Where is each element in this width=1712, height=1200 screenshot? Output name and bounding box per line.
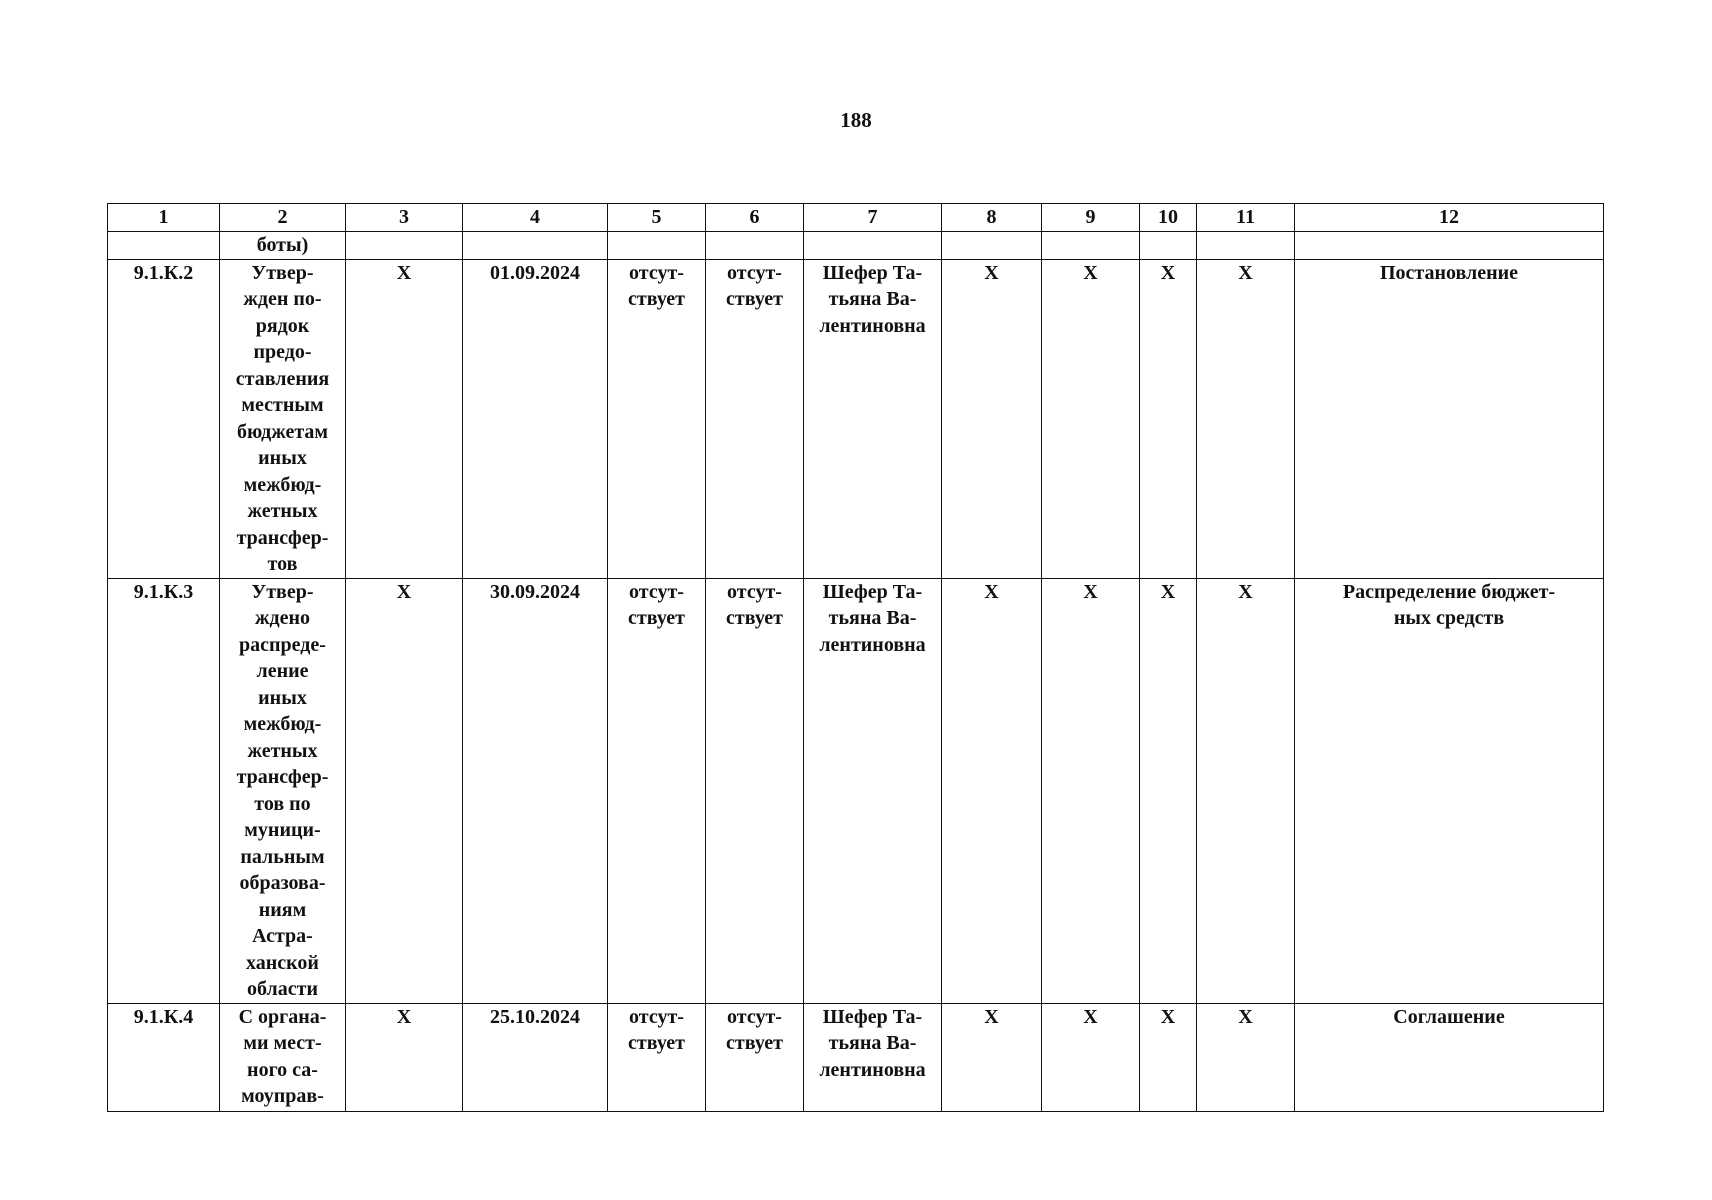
row-id: 9.1.К.2 bbox=[133, 261, 194, 284]
x-mark: X bbox=[1238, 580, 1253, 603]
column-header: 10 bbox=[1140, 204, 1197, 232]
table-cell bbox=[608, 1003, 706, 1111]
document-type: Постановление bbox=[1379, 261, 1519, 284]
x-mark: X bbox=[1238, 1005, 1253, 1028]
table-cell bbox=[608, 578, 706, 1003]
row-title: Утвер- жден по- рядок предо- ставления местным бюджетам иных межбюд- жетных трансфер- тов bbox=[235, 261, 330, 575]
table-cell bbox=[346, 578, 463, 1003]
row-id-cell bbox=[108, 1003, 220, 1111]
date-cell bbox=[463, 578, 608, 1003]
table-cell bbox=[706, 578, 804, 1003]
table-cell bbox=[942, 578, 1042, 1003]
table-cell bbox=[1197, 259, 1295, 578]
x-mark: X bbox=[396, 1005, 412, 1028]
table-row bbox=[108, 259, 1604, 578]
table-header-row bbox=[108, 204, 1604, 232]
table-row bbox=[108, 1003, 1604, 1111]
document-cell bbox=[1295, 578, 1604, 1003]
table-cell bbox=[608, 259, 706, 578]
document-type: Распределение бюджет- ных средств bbox=[1342, 580, 1556, 629]
table-cell bbox=[706, 259, 804, 578]
row-title-cell bbox=[220, 578, 346, 1003]
table-cell bbox=[1140, 259, 1197, 578]
x-mark: X bbox=[984, 1005, 999, 1028]
table-cell bbox=[1042, 578, 1140, 1003]
table-cell bbox=[942, 259, 1042, 578]
absent-text: отсут- ствует bbox=[628, 1005, 685, 1054]
absent-text: отсут- ствует bbox=[726, 261, 783, 310]
table-cell bbox=[706, 1003, 804, 1111]
x-mark: X bbox=[984, 580, 999, 603]
column-header: 1 bbox=[108, 204, 220, 232]
table-cell bbox=[1042, 259, 1140, 578]
row-date: 25.10.2024 bbox=[490, 1005, 580, 1028]
table-cell bbox=[1140, 578, 1197, 1003]
responsible-person: Шефер Та- тьяна Ва- лентиновна bbox=[819, 580, 926, 656]
x-mark: X bbox=[1083, 261, 1098, 284]
table-cell bbox=[1197, 232, 1295, 260]
responsible-cell bbox=[804, 1003, 942, 1111]
row-id-cell bbox=[108, 259, 220, 578]
row-date: 30.09.2024 bbox=[490, 580, 580, 603]
x-mark: X bbox=[1083, 1005, 1098, 1028]
column-header: 9 bbox=[1042, 204, 1140, 232]
table-cell bbox=[942, 232, 1042, 260]
absent-text: отсут- ствует bbox=[726, 1005, 783, 1054]
document-type: Соглашение bbox=[1393, 1005, 1505, 1028]
table-cell bbox=[608, 232, 706, 260]
table-cell bbox=[108, 232, 220, 260]
continuation-row bbox=[108, 232, 1604, 260]
absent-text: отсут- ствует bbox=[726, 580, 783, 629]
table-cell bbox=[706, 232, 804, 260]
row-id-cell bbox=[108, 578, 220, 1003]
column-header: 8 bbox=[942, 204, 1042, 232]
row-title: Утвер- ждено распреде- ление иных межбюд- жетных трансфер- тов по муници- пальным образова- ниям Астра- ханской области bbox=[236, 580, 329, 1000]
x-mark: X bbox=[984, 261, 999, 284]
table-cell bbox=[1197, 578, 1295, 1003]
column-header: 4 bbox=[463, 204, 608, 232]
column-header: 5 bbox=[608, 204, 706, 232]
x-mark: X bbox=[396, 261, 412, 284]
table-cell bbox=[1295, 232, 1604, 260]
table-cell bbox=[1197, 1003, 1295, 1111]
row-date: 01.09.2024 bbox=[490, 261, 580, 284]
date-cell bbox=[463, 259, 608, 578]
control-points-table bbox=[107, 203, 1604, 1112]
table-cell: боты) bbox=[220, 232, 346, 260]
x-mark: X bbox=[396, 580, 412, 603]
table-cell bbox=[346, 259, 463, 578]
table-cell bbox=[346, 232, 463, 260]
row-id: 9.1.К.3 bbox=[133, 580, 194, 603]
x-mark: X bbox=[1238, 261, 1253, 284]
column-header: 11 bbox=[1197, 204, 1295, 232]
row-title-cell bbox=[220, 259, 346, 578]
absent-text: отсут- ствует bbox=[628, 261, 685, 310]
table-cell bbox=[942, 1003, 1042, 1111]
responsible-cell bbox=[804, 578, 942, 1003]
absent-text: отсут- ствует bbox=[628, 580, 685, 629]
table-cell bbox=[1140, 1003, 1197, 1111]
table-cell bbox=[804, 232, 942, 260]
document-cell bbox=[1295, 259, 1604, 578]
responsible-cell bbox=[804, 259, 942, 578]
row-id: 9.1.К.4 bbox=[133, 1005, 194, 1028]
date-cell bbox=[463, 1003, 608, 1111]
table-cell bbox=[1042, 232, 1140, 260]
document-cell bbox=[1295, 1003, 1604, 1111]
page-number: 188 bbox=[840, 108, 872, 132]
table-cell bbox=[463, 232, 608, 260]
column-header: 3 bbox=[346, 204, 463, 232]
table-cell bbox=[1140, 232, 1197, 260]
table-cell bbox=[1042, 1003, 1140, 1111]
x-mark: X bbox=[1160, 261, 1176, 284]
column-header: 6 bbox=[706, 204, 804, 232]
x-mark: X bbox=[1160, 1005, 1176, 1028]
x-mark: X bbox=[1083, 580, 1098, 603]
column-header: 2 bbox=[220, 204, 346, 232]
x-mark: X bbox=[1160, 580, 1176, 603]
row-title: С органа- ми мест- ного са- моуправ- bbox=[238, 1005, 327, 1107]
row-title-cell bbox=[220, 1003, 346, 1111]
responsible-person: Шефер Та- тьяна Ва- лентиновна bbox=[819, 261, 926, 337]
column-header: 7 bbox=[804, 204, 942, 232]
responsible-person: Шефер Та- тьяна Ва- лентиновна bbox=[819, 1005, 926, 1081]
table-cell bbox=[346, 1003, 463, 1111]
column-header: 12 bbox=[1295, 204, 1604, 232]
table-row bbox=[108, 578, 1604, 1003]
